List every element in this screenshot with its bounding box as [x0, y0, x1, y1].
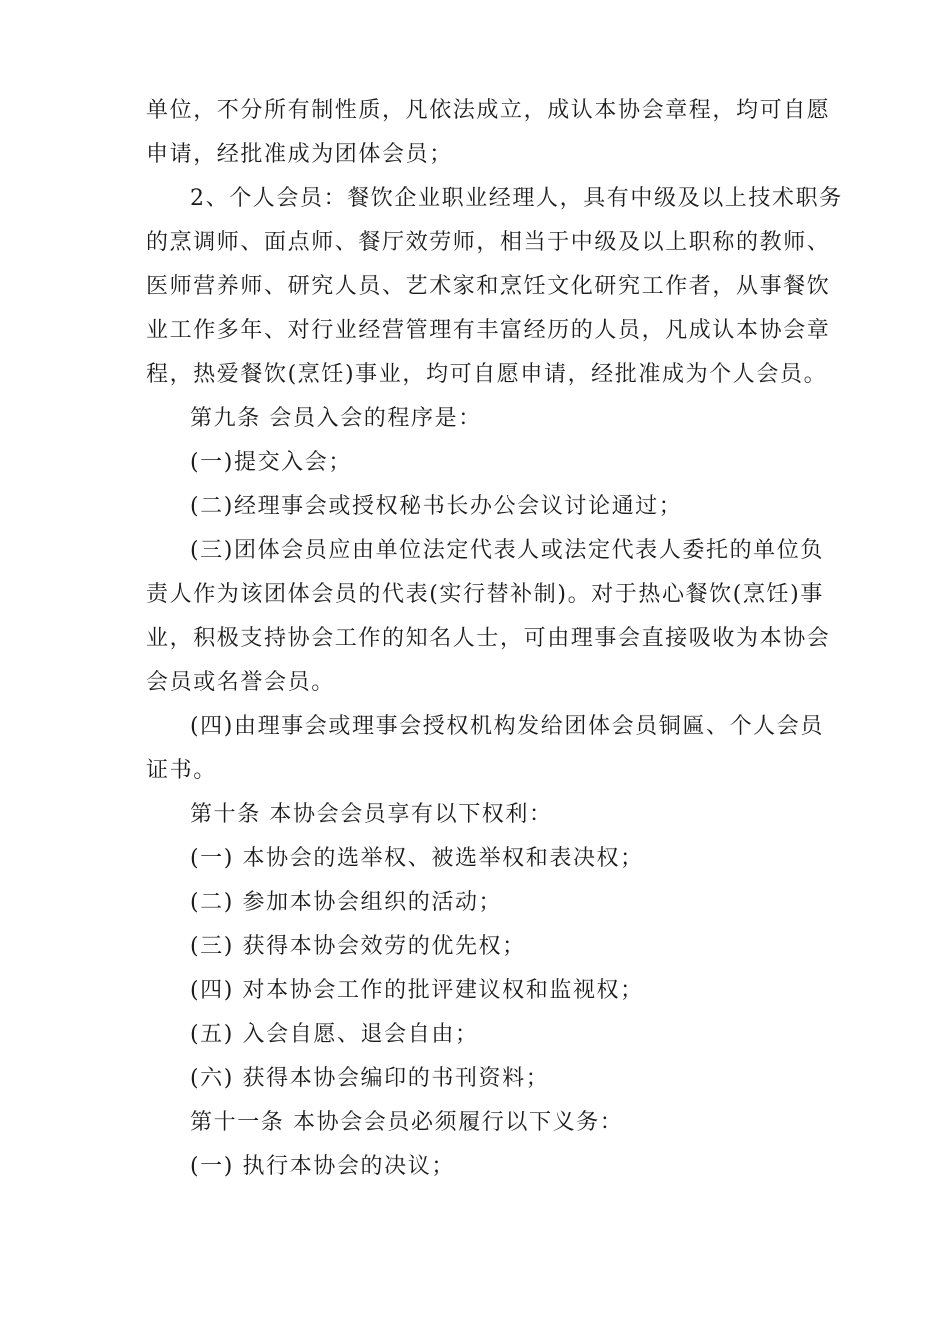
- article-heading: 第十条 本协会会员享有以下权利：: [190, 802, 553, 827]
- list-item: (二) 参加本协会组织的活动；: [190, 890, 503, 915]
- text-line: 业工作多年、对行业经营管理有丰富经历的人员，凡成认本协会章: [146, 318, 831, 343]
- text-line: 证书。: [146, 758, 217, 783]
- text-line: 医师营养师、研究人员、艺术家和烹饪文化研究工作者，从事餐饮: [146, 274, 831, 299]
- text-line: 程，热爱餐饮(烹饪)事业，均可自愿申请，经批准成为个人会员。: [146, 362, 828, 387]
- list-item: (五) 入会自愿、退会自由；: [190, 1022, 479, 1047]
- list-item: (三)团体会员应由单位法定代表人或法定代表人委托的单位负: [190, 538, 824, 563]
- text-line: 业，积极支持协会工作的知名人士，可由理事会直接吸收为本协会: [146, 626, 831, 651]
- list-item: (一) 执行本协会的决议；: [190, 1154, 455, 1179]
- text-line: 2、个人会员：餐饮企业职业经理人，具有中级及以上技术职务: [190, 186, 843, 211]
- list-item: (四) 对本协会工作的批评建议权和监视权；: [190, 978, 644, 1003]
- text-line: 单位，不分所有制性质，凡依法成立，成认本协会章程，均可自愿: [146, 98, 831, 123]
- list-item: (三) 获得本协会效劳的优先权；: [190, 934, 526, 959]
- article-heading: 第十一条 本协会会员必须履行以下义务：: [190, 1110, 624, 1135]
- list-item: (四)由理事会或理事会授权机构发给团体会员铜匾、个人会员: [190, 714, 824, 739]
- list-item: (一)提交入会；: [190, 450, 352, 475]
- article-heading: 第九条 会员入会的程序是：: [190, 406, 482, 431]
- text-line: 责人作为该团体会员的代表(实行替补制)。对于热心餐饮(烹饪)事: [146, 582, 824, 607]
- text-line: 申请，经批准成为团体会员；: [146, 142, 453, 167]
- list-item: (一) 本协会的选举权、被选举权和表决权；: [190, 846, 644, 871]
- list-item: (二)经理事会或授权秘书长办公会议讨论通过；: [190, 494, 683, 519]
- text-line: 会员或名誉会员。: [146, 670, 335, 695]
- list-item: (六) 获得本协会编印的书刊资料；: [190, 1066, 550, 1091]
- text-line: 的烹调师、面点师、餐厅效劳师，相当于中级及以上职称的教师、: [146, 230, 831, 255]
